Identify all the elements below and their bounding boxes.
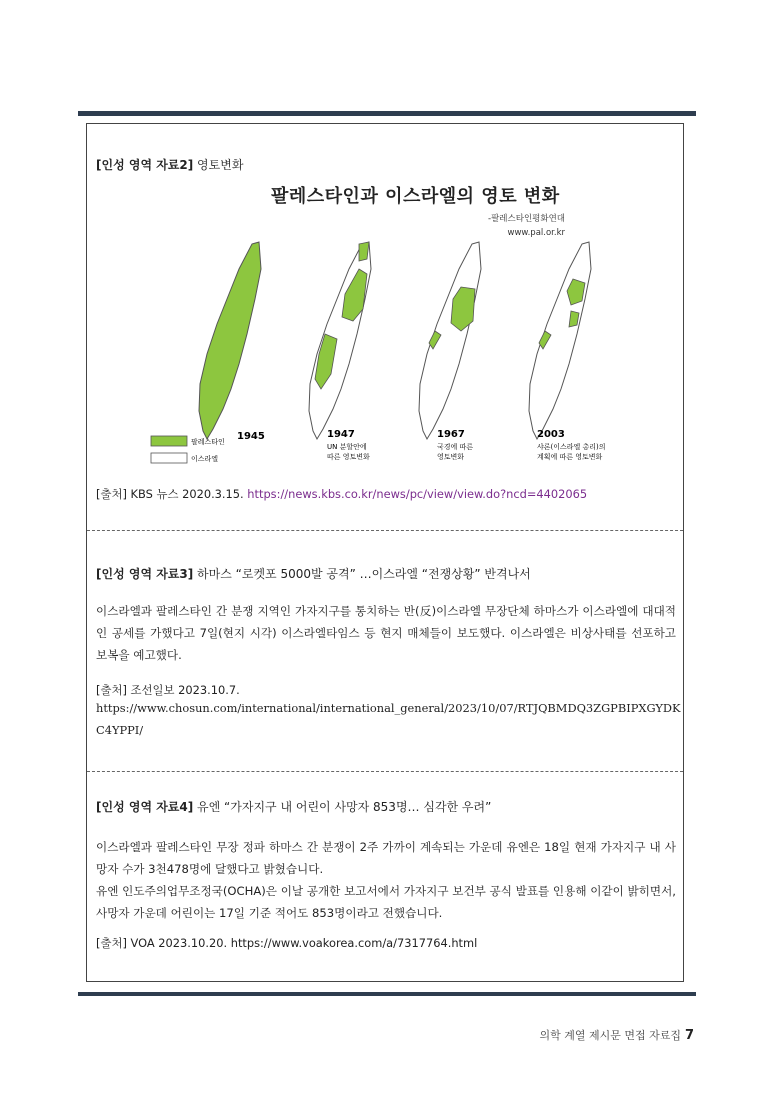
page-number: 7 bbox=[684, 1028, 694, 1043]
map-1967-year: 1967 bbox=[437, 429, 465, 440]
source-chosun: [출처] 조선일보 2023.10.7. bbox=[96, 683, 240, 697]
svg-text:따른 영토변화: 따른 영토변화 bbox=[327, 453, 370, 461]
map-1945 bbox=[199, 242, 265, 442]
map-legend bbox=[151, 436, 225, 463]
svg-text:계획에 따른 영토변화: 계획에 따른 영토변화 bbox=[537, 453, 603, 461]
section-label: [인성 영역 자료2] 영토변화 bbox=[96, 158, 244, 172]
map-1947-year: 1947 bbox=[327, 429, 355, 440]
page-footer: 의학 계열 제시문 면접 자료집 7 bbox=[539, 1028, 694, 1043]
section-un-casualties bbox=[87, 772, 683, 982]
source-link[interactable]: https://www.chosun.com/international/international_general/2023/10/07/RTJQBMDQ3ZGPBIPXGYDKC4YPPI/ bbox=[96, 701, 681, 737]
map-1945-year: 1945 bbox=[237, 431, 265, 442]
source-kbs: [출처] KBS 뉴스 2020.3.15. https://news.kbs.co.kr/news/pc/view/view.do?ncd=4402065 bbox=[96, 487, 588, 501]
svg-text:이스라엘: 이스라엘 bbox=[191, 455, 219, 463]
map-1947 bbox=[309, 242, 371, 461]
svg-text:국경에 따른: 국경에 따른 bbox=[437, 443, 474, 451]
source-voa: [출처] VOA 2023.10.20. https://www.voakorea.com/a/7317764.html bbox=[96, 936, 478, 950]
svg-text:팔레스타인: 팔레스타인 bbox=[191, 438, 225, 446]
svg-text:UN 분할안에: UN 분할안에 bbox=[327, 443, 367, 451]
section-territory-change bbox=[87, 124, 683, 530]
map-1967 bbox=[419, 242, 481, 461]
section-label: [인성 영역 자료3] 하마스 “로켓포 5000발 공격” …이스라엘 “전쟁상황” 반격나서 bbox=[96, 567, 531, 581]
top-rule bbox=[78, 111, 696, 116]
content-frame bbox=[86, 123, 684, 982]
territory-maps-figure bbox=[127, 239, 627, 469]
source-link[interactable]: https://news.kbs.co.kr/news/pc/view/view.do?ncd=4402065 bbox=[247, 487, 588, 501]
article-paragraph: 유엔 인도주의업무조정국(OCHA)은 이날 공개한 보고서에서 가자지구 보건부 공식 발표를 인용해 이같이 밝히면서, 사망자 가운데 어린이는 17일 기준 적어도 853명이라고 전했습니다. bbox=[96, 884, 676, 920]
article-paragraph: 이스라엘과 팔레스타인 무장 정파 하마스 간 분쟁이 2주 가까이 계속되는 가운데 유엔은 18일 현재 가자지구 내 사망자 수가 3천478명에 달했다고 밝혔습니다. bbox=[96, 840, 676, 876]
map-2003-year: 2003 bbox=[537, 429, 565, 440]
svg-text:영토변화: 영토변화 bbox=[437, 453, 465, 461]
svg-text:샤론(이스라엘 총리)의: 샤론(이스라엘 총리)의 bbox=[537, 443, 606, 451]
article-paragraph: 이스라엘과 팔레스타인 간 분쟁 지역인 가자지구를 통치하는 반(反)이스라엘 무장단체 하마스가 이스라엘에 대대적인 공세를 가했다고 7일(현지 시각) 이스라엘타임스 등 현지 매체들이 보도했다. 이스라엘은 비상사태를 선포하고 보복을 예고했다. bbox=[96, 604, 676, 662]
bottom-rule bbox=[78, 992, 696, 996]
map-title: 팔레스타인과 이스라엘의 영토 변화 bbox=[271, 186, 560, 207]
section-hamas-attack bbox=[87, 531, 683, 771]
map-2003 bbox=[529, 242, 606, 461]
section-label: [인성 영역 자료4] 유엔 “가자지구 내 어린이 사망자 853명… 심각한 우려” bbox=[96, 800, 492, 814]
map-credit: -팔레스타인평화연대 www.pal.or.kr bbox=[488, 214, 565, 238]
